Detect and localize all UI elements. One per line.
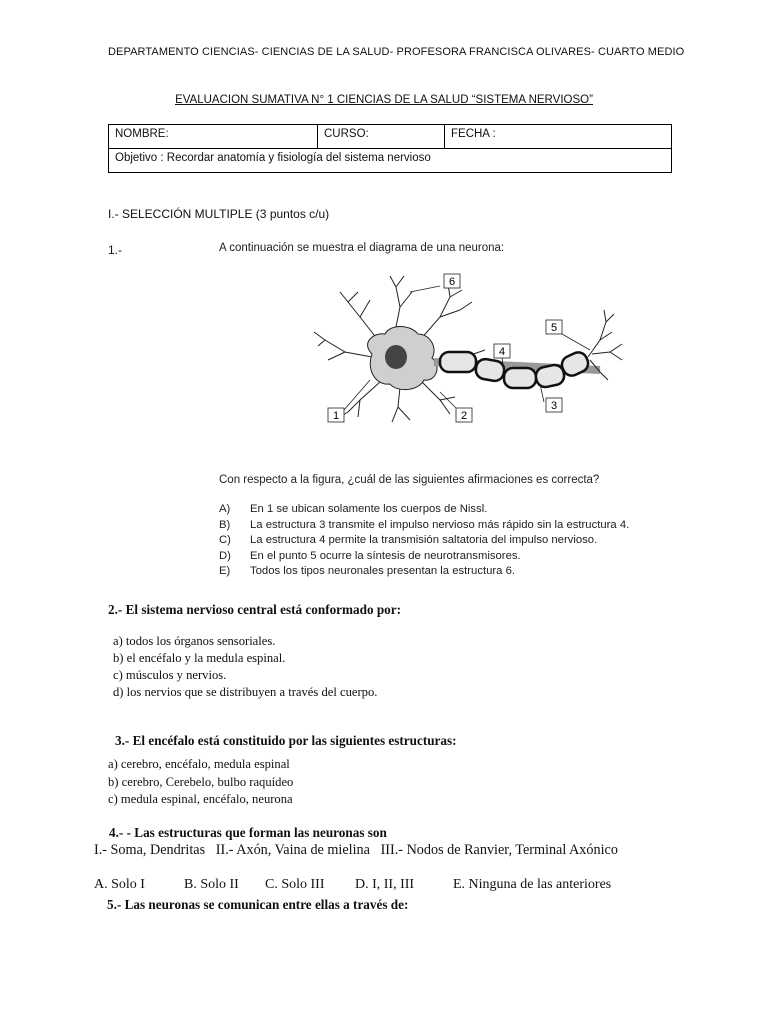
q2-option-b[interactable]: b) el encéfalo y la medula espinal. xyxy=(113,651,286,665)
name-cell[interactable]: NOMBRE: xyxy=(109,125,318,149)
q4-items: I.- Soma, Dendritas II.- Axón, Vaina de mielina III.- Nodos de Ranvier, Terminal Axónico xyxy=(94,842,618,858)
q1-option-c[interactable] xyxy=(219,533,629,549)
q5-question: 5.- Las neuronas se comunican entre ellas a través de: xyxy=(107,897,409,912)
course-cell[interactable]: CURSO: xyxy=(318,125,445,149)
q3-option-c[interactable]: c) medula espinal, encéfalo, neurona xyxy=(108,792,293,806)
q4-option-a[interactable]: A. Solo I xyxy=(94,877,145,892)
department-header: DEPARTAMENTO CIENCIAS- CIENCIAS DE LA SALUD- PROFESORA FRANCISCA OLIVARES- CUARTO MEDIO xyxy=(108,46,685,58)
option-letter: A) xyxy=(219,503,231,515)
q3-question: 3.- El encéfalo está constituido por las siguientes estructuras: xyxy=(115,733,457,748)
q4-option-e[interactable]: E. Ninguna de las anteriores xyxy=(453,877,612,892)
q4-question: 4.- - Las estructuras que forman las neuronas son xyxy=(109,825,387,840)
exam-title-text: EVALUACION SUMATIVA N° 1 CIENCIAS DE LA SALUD “SISTEMA NERVIOSO” xyxy=(175,94,593,106)
q1-question: Con respecto a la figura, ¿cuál de las siguientes afirmaciones es correcta? xyxy=(219,474,600,486)
label-2: 2 xyxy=(460,410,468,422)
label-4: 4 xyxy=(498,346,506,358)
option-text: Todos los tipos neuronales presentan la estructura 6. xyxy=(250,565,516,577)
q4-option-b[interactable]: B. Solo II xyxy=(184,877,239,892)
myelin-sheath xyxy=(440,349,591,388)
q1-intro: A continuación se muestra el diagrama de una neurona: xyxy=(219,242,505,254)
q3-option-b[interactable]: b) cerebro, Cerebelo, bulbo raquídeo xyxy=(108,774,294,789)
label-6: 6 xyxy=(448,276,456,288)
q1-number: 1.- xyxy=(108,243,123,257)
exam-title xyxy=(0,94,768,106)
label-1: 1 xyxy=(332,410,340,422)
option-letter: E) xyxy=(219,565,231,577)
q1-options xyxy=(219,502,629,580)
q2-options xyxy=(113,633,377,701)
option-text: La estructura 4 permite la transmisión saltatoria del impulso nervioso. xyxy=(250,534,598,546)
option-letter: C) xyxy=(219,534,231,546)
q2-option-d[interactable]: d) los nervios que se distribuyen a través del cuerpo. xyxy=(113,685,378,699)
q3-option-a[interactable]: a) cerebro, encéfalo, medula espinal xyxy=(108,757,290,771)
q4-option-c[interactable]: C. Solo III xyxy=(265,877,325,892)
label-boxes xyxy=(328,274,562,422)
option-text: La estructura 3 transmite el impulso nervioso más rápido sin la estructura 4. xyxy=(250,518,630,531)
q4-option-d[interactable]: D. I, II, III xyxy=(355,877,415,892)
date-cell[interactable]: FECHA : xyxy=(445,125,672,149)
objective-cell: Objetivo : Recordar anatomía y fisiología del sistema nervioso xyxy=(109,149,672,173)
label-3: 3 xyxy=(550,400,558,412)
q1-option-e[interactable] xyxy=(219,564,629,580)
student-info-table xyxy=(108,124,672,173)
section-title: I.- SELECCIÓN MULTIPLE (3 puntos c/u) xyxy=(108,207,330,221)
q2-option-c[interactable]: c) músculos y nervios. xyxy=(113,668,227,682)
q3-options xyxy=(108,756,293,809)
neuron-diagram xyxy=(300,262,630,432)
label-5: 5 xyxy=(550,322,558,334)
q2-question: 2.- El sistema nervioso central está conformado por: xyxy=(108,602,402,617)
q1-option-b[interactable] xyxy=(219,518,629,534)
option-text: En el punto 5 ocurre la síntesis de neurotransmisores. xyxy=(250,549,521,562)
q2-option-a[interactable]: a) todos los órganos sensoriales. xyxy=(113,634,276,648)
option-letter: B) xyxy=(219,518,231,531)
option-text: En 1 se ubican solamente los cuerpos de Nissl. xyxy=(250,503,488,515)
q1-option-a[interactable] xyxy=(219,502,629,518)
option-letter: D) xyxy=(219,549,231,562)
q1-option-d[interactable] xyxy=(219,549,629,565)
nucleus xyxy=(385,345,407,369)
